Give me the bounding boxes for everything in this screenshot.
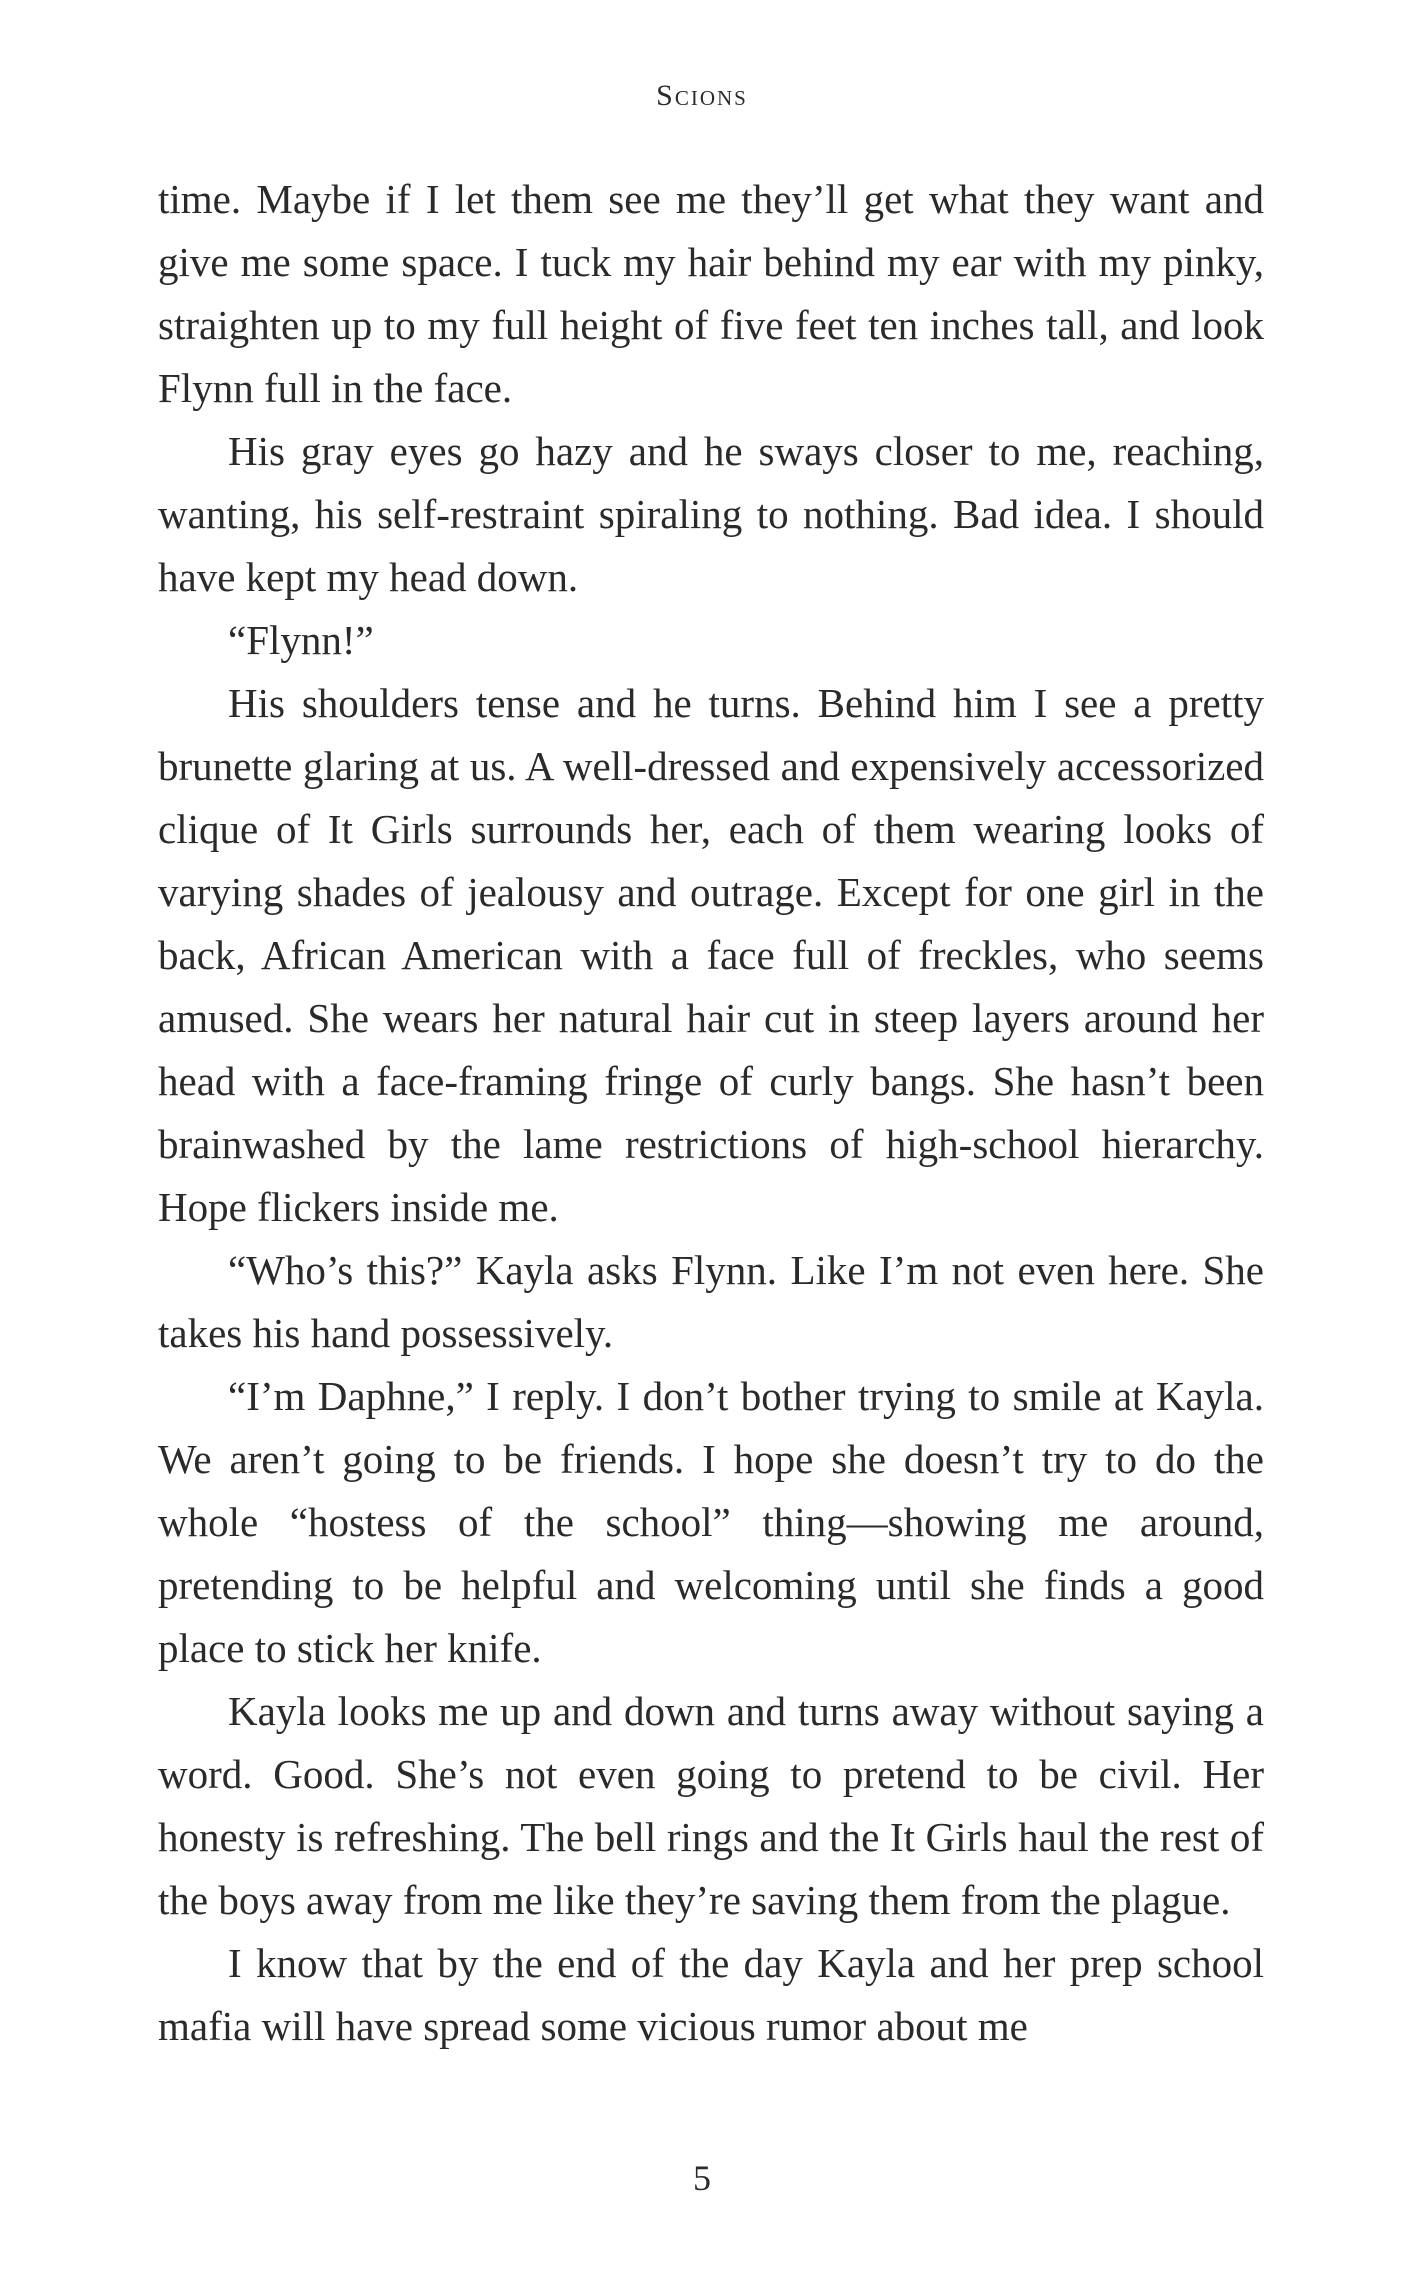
paragraph: His gray eyes go hazy and he sways closer to me, reaching, wanting, his self-restraint spiraling to nothing. Bad idea. I should have kept my head down. [158, 428, 1264, 600]
page-number: 5 [693, 2158, 711, 2198]
paragraph: Kayla looks me up and down and turns away without saying a word. Good. She’s not even going to pretend to be civil. Her honesty is refreshing. The bell rings and the It Girls haul the rest of the boys away from me like they’re saving them from the plague. [158, 1688, 1264, 1923]
paragraph: time. Maybe if I let them see me they’ll get what they want and give me some space. I tuck my hair behind my ear with my pinky, straighten up to my full height of five feet ten inches tall, and look Flynn full in the face. [158, 176, 1264, 411]
paragraph: His shoulders tense and he turns. Behind him I see a pretty brunette glaring at us. A well-dressed and expensively accessorized clique of It Girls surrounds her, each of them wearing looks of varying shades of jealousy and outrage. Except for one girl in the back, African American with a face full of freckles, who seems amused. She wears her natural hair cut in steep layers around her head with a face-framing fringe of curly bangs. She hasn’t been brainwashed by the lame restrictions of high-school hierarchy. Hope flickers inside me. [158, 680, 1264, 1230]
paragraph: “Who’s this?” Kayla asks Flynn. Like I’m not even here. She takes his hand possessively. [158, 1247, 1264, 1356]
paragraph: “Flynn!” [228, 617, 374, 663]
paragraph: “I’m Daphne,” I reply. I don’t bother trying to smile at Kayla. We aren’t going to be friends. I hope she doesn’t try to do the whole “hostess of the school” thing—showing me around, pretending to be helpful and welcoming until she finds a good place to stick her knife. [158, 1373, 1264, 1671]
running-head: Scions [656, 79, 748, 112]
paragraph: I know that by the end of the day Kayla and her prep school mafia will have spread some vicious rumor about me [158, 1940, 1264, 2049]
body-text [158, 168, 1264, 2058]
